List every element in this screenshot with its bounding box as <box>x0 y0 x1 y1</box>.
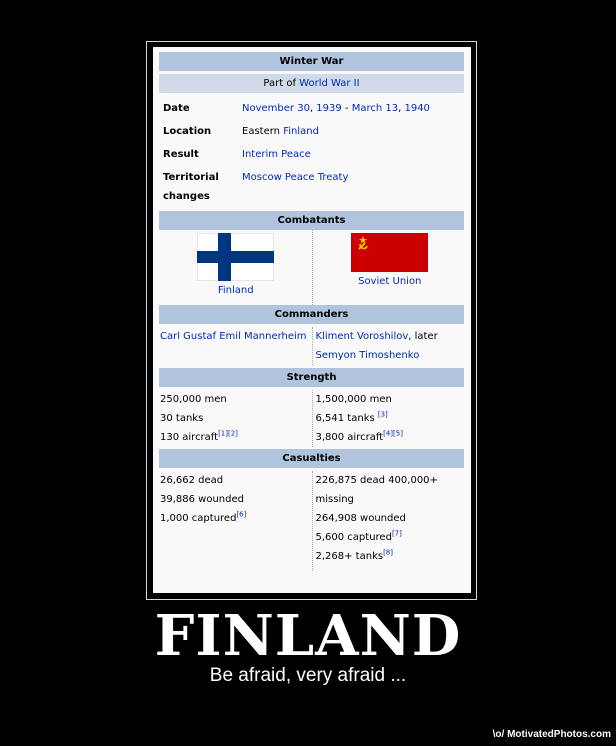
finland-combatant-link[interactable]: Finland <box>217 285 254 296</box>
date-link-2[interactable]: 1939 <box>316 103 342 114</box>
date-link-4[interactable]: 1940 <box>404 103 430 114</box>
infobox-image <box>153 47 471 593</box>
date-label: Date <box>163 103 190 114</box>
date-sep-1: , <box>309 103 317 114</box>
commander-soviet <box>312 327 465 365</box>
strength-soviet-men: 1,500,000 men <box>315 394 392 405</box>
citation-link[interactable]: [8] <box>383 548 393 557</box>
casualties-soviet-tanks: 2,268+ tanks <box>315 551 384 562</box>
part-of-row <box>159 74 464 93</box>
casualties-row <box>159 468 464 571</box>
result-label: Result <box>163 149 199 160</box>
citation-link[interactable]: [4][5] <box>383 429 403 438</box>
combatant-finland <box>159 230 312 305</box>
interim-peace-link[interactable]: Interim Peace <box>242 149 311 160</box>
list-item <box>316 471 465 490</box>
strength-finland-men: 250,000 men <box>160 394 227 405</box>
combatants-row <box>159 230 464 305</box>
date-value <box>242 99 464 118</box>
date-row <box>159 99 464 118</box>
list-item <box>316 428 465 447</box>
list-item <box>316 390 465 409</box>
citation-link[interactable]: [7] <box>391 529 402 538</box>
site-credit: \o/ MotivatedPhotos.com <box>492 729 611 740</box>
result-value <box>242 145 464 164</box>
strength-soviet <box>312 390 465 447</box>
list-item <box>160 471 312 490</box>
voroshilov-link[interactable]: Kliment Voroshilov <box>315 331 409 342</box>
poster-subtitle: Be afraid, very afraid ... <box>209 665 407 686</box>
casualties-finland-dead: 26,662 dead <box>160 475 224 486</box>
part-of-prefix: Part of <box>263 78 300 89</box>
timoshenko-link[interactable]: Semyon Timoshenko <box>315 350 420 361</box>
casualties-finland <box>159 471 312 571</box>
finland-link[interactable]: Finland <box>283 126 319 137</box>
territorial-label <box>159 168 242 206</box>
casualties-soviet-captured: 5,600 captured <box>315 532 392 543</box>
casualties-finland-wounded: 39,886 wounded <box>160 494 244 505</box>
strength-header: Strength <box>159 368 464 387</box>
infobox <box>159 52 464 571</box>
date-sep-2: - <box>341 103 352 114</box>
location-value <box>242 122 464 141</box>
territorial-value <box>242 168 464 206</box>
casualties-header: Casualties <box>159 449 464 468</box>
list-item <box>316 490 465 509</box>
date-sep-3: , <box>398 103 405 114</box>
strength-soviet-aircraft: 3,800 aircraft <box>315 432 384 443</box>
strength-finland-aircraft: 130 aircraft <box>160 432 219 443</box>
list-item <box>160 409 312 428</box>
casualties-soviet-dead: 226,875 dead 400,000+ <box>315 475 438 486</box>
finland-flag-icon[interactable] <box>197 233 274 281</box>
poster-title: FINLAND <box>154 603 462 669</box>
list-item <box>160 509 312 528</box>
casualties-soviet <box>312 471 465 571</box>
location-row <box>159 122 464 141</box>
casualties-soviet-wounded: 264,908 wounded <box>315 513 406 524</box>
list-item <box>316 547 465 566</box>
territorial-row <box>159 168 464 206</box>
list-item <box>160 490 312 509</box>
infobox-title: Winter War <box>159 52 464 71</box>
citation-link[interactable]: [1][2] <box>218 429 238 438</box>
citation-link[interactable]: [3] <box>377 410 388 419</box>
commanders-row <box>159 324 464 365</box>
mannerheim-link[interactable]: Carl Gustaf Emil Mannerheim <box>160 331 307 342</box>
commander-finland <box>159 327 312 365</box>
casualties-soviet-missing: missing <box>315 494 354 505</box>
list-item <box>160 390 312 409</box>
list-item <box>316 509 465 528</box>
location-label: Location <box>163 126 212 137</box>
strength-finland <box>159 390 312 447</box>
commanders-header: Commanders <box>159 305 464 324</box>
moscow-peace-treaty-link[interactable]: Moscow Peace Treaty <box>242 172 349 183</box>
strength-soviet-tanks: 6,541 tanks <box>315 413 378 424</box>
list-item <box>316 409 465 428</box>
list-item <box>160 428 312 447</box>
list-item <box>316 528 465 547</box>
territorial-label-line1: Territorial <box>163 172 219 183</box>
combatant-soviet-union <box>312 230 465 305</box>
combatants-header: Combatants <box>159 211 464 230</box>
result-row <box>159 145 464 164</box>
casualties-finland-captured: 1,000 captured <box>160 513 237 524</box>
territorial-label-line2: changes <box>163 191 210 202</box>
date-link-3[interactable]: March 13 <box>351 103 399 114</box>
world-war-ii-link[interactable]: World War II <box>299 78 360 89</box>
citation-link[interactable]: [6] <box>236 510 247 519</box>
commander-later-text: , later <box>408 331 438 342</box>
soviet-flag-icon[interactable] <box>351 233 428 272</box>
strength-finland-tanks: 30 tanks <box>160 413 204 424</box>
info-table <box>159 99 464 206</box>
strength-row <box>159 387 464 447</box>
location-prefix: Eastern <box>242 126 284 137</box>
soviet-union-combatant-link[interactable]: Soviet Union <box>358 276 422 287</box>
date-link-1[interactable]: November 30 <box>242 103 310 114</box>
